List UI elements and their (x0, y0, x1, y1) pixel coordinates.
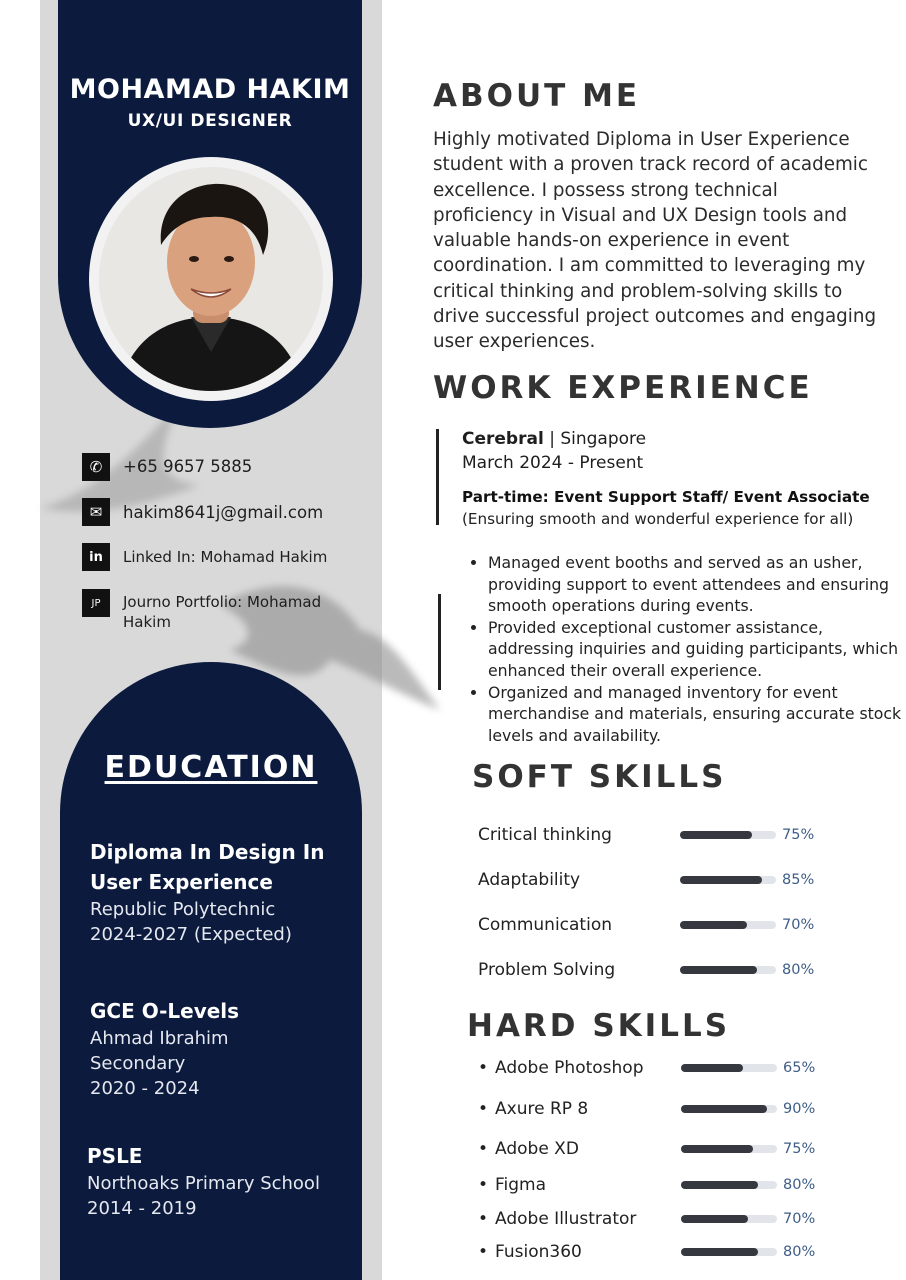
skill-percent: 75% (783, 1141, 816, 1157)
education-school: Republic Polytechnic (90, 899, 276, 920)
skill-bar-fill (680, 831, 752, 839)
skill-percent: 75% (782, 827, 815, 843)
skill-percent: 90% (783, 1101, 816, 1117)
skill-bar-track (680, 831, 776, 839)
contact-email[interactable]: hakim8641j@gmail.com (123, 503, 324, 522)
skill-percent: 80% (783, 1244, 816, 1260)
education-heading: GCE O-Levels (90, 999, 240, 1023)
skill-label: Adobe Photoshop (495, 1058, 644, 1078)
hard-skills-title: HARD SKILLS (467, 1008, 731, 1044)
job-company-line (462, 429, 646, 449)
work-title: WORK EXPERIENCE (433, 370, 813, 406)
education-years: 2024-2027 (Expected) (90, 924, 292, 945)
skill-bar-fill (681, 1105, 767, 1113)
skill-bar-track (681, 1064, 777, 1072)
about-title: ABOUT ME (433, 78, 641, 114)
soft-skills-title: SOFT SKILLS (472, 759, 727, 795)
bullet-dot: • (478, 1242, 489, 1262)
skill-bar-fill (680, 966, 757, 974)
job-location: | Singapore (549, 429, 647, 449)
skill-bar-track (681, 1248, 777, 1256)
skill-bar-track (680, 876, 776, 884)
bullet-dot: • (478, 1058, 489, 1078)
bullet-dot: • (478, 1209, 489, 1229)
timeline-line (438, 594, 441, 690)
job-position: Part-time: Event Support Staff/ Event Associate (462, 488, 870, 506)
skill-percent: 65% (783, 1060, 816, 1076)
skill-label: Problem Solving (478, 960, 616, 980)
job-tagline: (Ensuring smooth and wonderful experience for all) (462, 510, 854, 528)
skill-bar-fill (681, 1181, 758, 1189)
timeline-line (436, 429, 439, 525)
candidate-role: UX/UI DESIGNER (127, 111, 293, 131)
skill-label: Adobe Illustrator (495, 1209, 637, 1229)
skill-bar-fill (680, 876, 762, 884)
education-years: 2014 - 2019 (87, 1198, 197, 1219)
skill-bar-track (681, 1145, 777, 1153)
education-item (87, 1141, 347, 1221)
about-text: Highly motivated Diploma in User Experience student with a proven track record of academic excellence. I possess strong technical proficiency in Visual and UX Design tools and valuable hands-on experience in event coordination. I am committed to leveraging my critical thinking and problem-solving skills to drive successful project outcomes and engaging user experiences. (433, 129, 877, 353)
skill-percent: 70% (782, 917, 815, 933)
education-heading: PSLE (87, 1144, 143, 1168)
skill-percent: 80% (782, 962, 815, 978)
job-company: Cerebral (462, 429, 544, 449)
linkedin-icon: in (82, 543, 110, 571)
skill-bar-fill (681, 1248, 758, 1256)
skill-bar-track (680, 966, 776, 974)
education-item (90, 837, 340, 947)
skill-bar-fill (681, 1215, 748, 1223)
bullet-dot: • (478, 1099, 489, 1119)
skill-label: Communication (478, 915, 612, 935)
email-icon: ✉ (82, 498, 110, 526)
skill-bar-track (681, 1181, 777, 1189)
portfolio-icon: JP (82, 589, 110, 617)
education-school: Northoaks Primary School (87, 1173, 320, 1194)
skill-label: Adaptability (478, 870, 581, 890)
skill-label: Axure RP 8 (495, 1099, 589, 1119)
skill-label: Figma (495, 1175, 547, 1195)
skill-bar-track (681, 1105, 777, 1113)
skill-percent: 80% (783, 1177, 816, 1193)
contact-linkedin[interactable]: Linked In: Mohamad Hakim (123, 548, 328, 566)
skill-label: Adobe XD (495, 1139, 579, 1159)
education-title: EDUCATION (104, 750, 318, 785)
skill-label: Critical thinking (478, 825, 612, 845)
job-period: March 2024 - Present (462, 453, 644, 473)
contact-phone[interactable]: +65 9657 5885 (123, 457, 253, 476)
bullet-dot: • (478, 1139, 489, 1159)
profile-photo (99, 167, 323, 391)
education-school: Ahmad Ibrahim Secondary (90, 1028, 229, 1074)
candidate-name: MOHAMAD HAKIM (69, 74, 351, 105)
bullet-dot: • (478, 1175, 489, 1195)
education-heading: Diploma In Design In User Experience (90, 840, 325, 894)
skill-bar-fill (681, 1064, 743, 1072)
skill-label: Fusion360 (495, 1242, 582, 1262)
skill-bar-track (680, 921, 776, 929)
education-years: 2020 - 2024 (90, 1078, 200, 1099)
skill-percent: 70% (783, 1211, 816, 1227)
skill-bar-fill (680, 921, 747, 929)
phone-icon: ✆ (82, 453, 110, 481)
job-duty: • Managed event booths and served as an usher, providing support to event attendees and ensuring smooth operations during events. (488, 552, 906, 617)
skill-percent: 85% (782, 872, 815, 888)
skill-bar-fill (681, 1145, 753, 1153)
job-duty: • Organized and managed inventory for event merchandise and materials, ensuring accurate stock levels and availability. (488, 682, 906, 747)
contact-portfolio[interactable]: Journo Portfolio: Mohamad Hakim (123, 593, 322, 631)
job-duty: • Provided exceptional customer assistance, addressing inquiries and guiding participants, which enhanced their overall experience. (488, 617, 906, 682)
education-item (90, 996, 290, 1101)
job-duties-list (462, 552, 906, 746)
skill-bar-track (681, 1215, 777, 1223)
